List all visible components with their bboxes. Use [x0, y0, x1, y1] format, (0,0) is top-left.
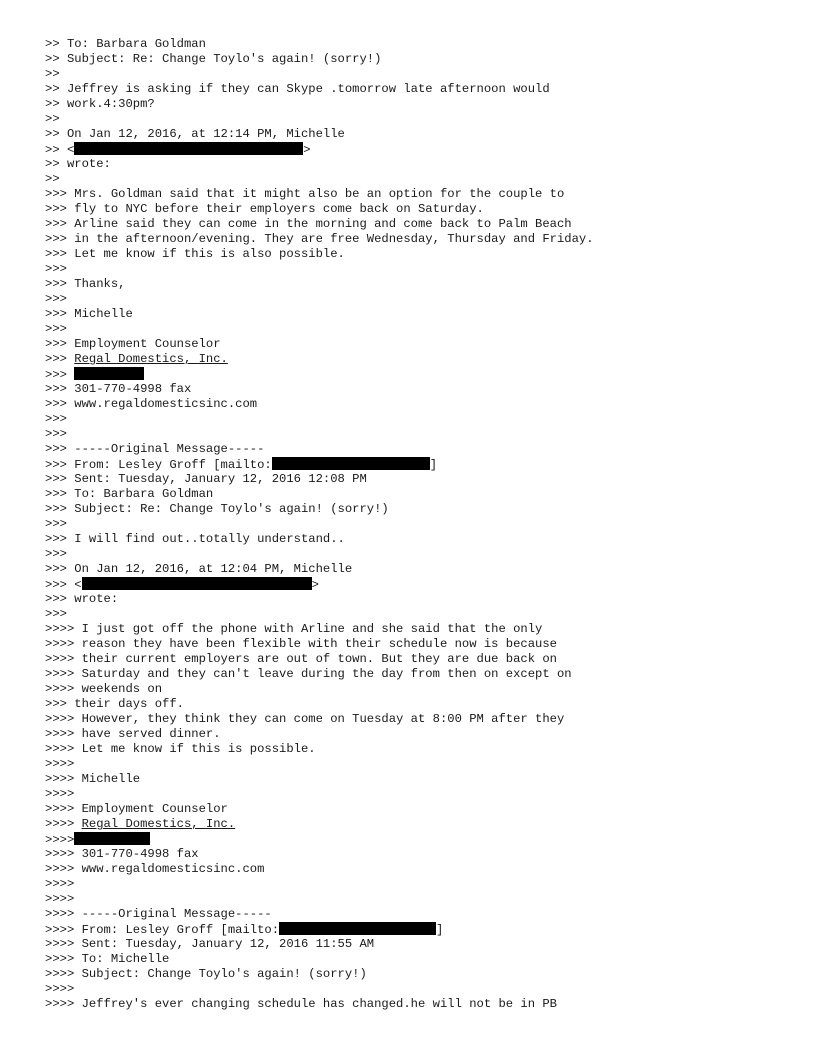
email-thread-page — [45, 37, 785, 1012]
quote-blank-line: >> — [45, 172, 60, 186]
from-line — [45, 922, 785, 937]
from-close: ] — [429, 458, 438, 472]
message-body-line: >>> I will find out..totally understand.. — [45, 532, 345, 546]
thanks-line: >>> Thanks, — [45, 277, 126, 291]
quote-prefix: >>>> — [45, 833, 75, 847]
quote-blank-line: >>> — [45, 547, 67, 561]
message-body-line: >>> fly to NYC before their employers come back on Saturday. — [45, 202, 484, 216]
quote-blank-line: >>> — [45, 427, 67, 441]
to-line: >>> To: Barbara Goldman — [45, 487, 214, 501]
sent-line: >>>> Sent: Tuesday, January 12, 2016 11:55 AM — [45, 937, 375, 951]
reply-attribution-line: >>> On Jan 12, 2016, at 12:04 PM, Michelle — [45, 562, 353, 576]
quote-blank-line: >>>> — [45, 892, 75, 906]
quote-blank-line: >>> — [45, 607, 67, 621]
sent-line: >>> Sent: Tuesday, January 12, 2016 12:08 PM — [45, 472, 367, 486]
quote-blank-line: >> — [45, 112, 60, 126]
quote-blank-line: >>>> — [45, 877, 75, 891]
original-message-divider: >>>> -----Original Message----- — [45, 907, 272, 921]
message-body-line: >>> in the afternoon/evening. They are free Wednesday, Thursday and Friday. — [45, 232, 594, 246]
skype-request-line: >> Jeffrey is asking if they can Skype .tomorrow late afternoon would — [45, 82, 550, 96]
redacted-phone-line — [45, 367, 785, 382]
signature-company-line — [45, 352, 785, 367]
signature-fax-line: >>> 301-770-4998 fax — [45, 382, 192, 396]
reply-attribution-line: >> On Jan 12, 2016, at 12:14 PM, Michelle — [45, 127, 345, 141]
quote-prefix: >> < — [45, 143, 75, 157]
address-close: > — [303, 143, 311, 157]
signature-fax-line: >>>> 301-770-4998 fax — [45, 847, 199, 861]
quote-prefix: >>> — [45, 352, 75, 366]
company-name: Regal Domestics, Inc. — [81, 817, 236, 831]
from-text: >>>> From: Lesley Groff [mailto: — [45, 923, 280, 937]
signature-title-line: >>> Employment Counselor — [45, 337, 221, 351]
message-body-line: >>> Arline said they can come in the morning and come back to Palm Beach — [45, 217, 572, 231]
to-line: >>>> To: Michelle — [45, 952, 170, 966]
message-body-line: >>>> their current employers are out of town. But they are due back on — [45, 652, 557, 666]
quote-prefix: >>> < — [45, 578, 82, 592]
signature-name-line: >>>> Michelle — [45, 772, 141, 786]
redaction-bar — [74, 367, 144, 380]
quote-blank-line: >>> — [45, 262, 67, 276]
redacted-address-line — [45, 142, 785, 157]
company-name: Regal Domestics, Inc. — [74, 352, 228, 366]
message-body-line: >>>> However, they think they can come on Tuesday at 8:00 PM after they — [45, 712, 565, 726]
quote-blank-line: >>> — [45, 322, 67, 336]
quote-blank-line: >>>> — [45, 757, 75, 771]
signature-name-line: >>> Michelle — [45, 307, 133, 321]
message-body-line: >>>> have served dinner. — [45, 727, 221, 741]
quote-blank-line: >>> — [45, 412, 67, 426]
header-subject-line: >> Subject: Re: Change Toylo's again! (sorry!) — [45, 52, 382, 66]
redaction-bar — [74, 142, 303, 155]
message-body-line: >>>> weekends on — [45, 682, 163, 696]
quote-prefix: >>> — [45, 368, 75, 382]
skype-request-line: >> work.4:30pm? — [45, 97, 155, 111]
subject-line: >>> Subject: Re: Change Toylo's again! (sorry!) — [45, 502, 389, 516]
quote-blank-line: >>>> — [45, 982, 75, 996]
message-body-line: >>>> Saturday and they can't leave during the day from then on except on — [45, 667, 572, 681]
wrote-line: >>> wrote: — [45, 592, 119, 606]
message-body-line: >>> Mrs. Goldman said that it might also be an option for the couple to — [45, 187, 565, 201]
message-body-line: >>>> I just got off the phone with Arline and she said that the only — [45, 622, 543, 636]
redaction-bar — [272, 457, 430, 470]
redaction-bar — [279, 922, 436, 935]
signature-company-line — [45, 817, 785, 832]
original-message-divider: >>> -----Original Message----- — [45, 442, 265, 456]
signature-web-line: >>> www.regaldomesticsinc.com — [45, 397, 258, 411]
redaction-bar — [74, 832, 150, 845]
from-text: >>> From: Lesley Groff [mailto: — [45, 458, 272, 472]
wrote-line: >> wrote: — [45, 157, 111, 171]
message-body-line: >>>> Let me know if this is possible. — [45, 742, 316, 756]
message-body-line: >>>> reason they have been flexible with their schedule now is because — [45, 637, 557, 651]
quote-blank-line: >>> — [45, 517, 67, 531]
from-line — [45, 457, 785, 472]
address-close: > — [311, 578, 319, 592]
quote-blank-line: >>>> — [45, 787, 75, 801]
message-body-line: >>> Let me know if this is also possible. — [45, 247, 345, 261]
header-to-line: >> To: Barbara Goldman — [45, 37, 206, 51]
redaction-bar — [82, 577, 312, 590]
redacted-address-line — [45, 577, 785, 592]
message-body-line: >>> their days off. — [45, 697, 184, 711]
quote-blank-line: >>> — [45, 292, 67, 306]
from-close: ] — [436, 923, 444, 937]
redacted-phone-line — [45, 832, 785, 847]
quote-blank-line: >> — [45, 67, 60, 81]
signature-web-line: >>>> www.regaldomesticsinc.com — [45, 862, 265, 876]
quote-prefix: >>>> — [45, 817, 82, 831]
signature-title-line: >>>> Employment Counselor — [45, 802, 228, 816]
subject-line: >>>> Subject: Change Toylo's again! (sorry!) — [45, 967, 367, 981]
message-body-line: >>>> Jeffrey's ever changing schedule has changed.he will not be in PB — [45, 997, 557, 1011]
